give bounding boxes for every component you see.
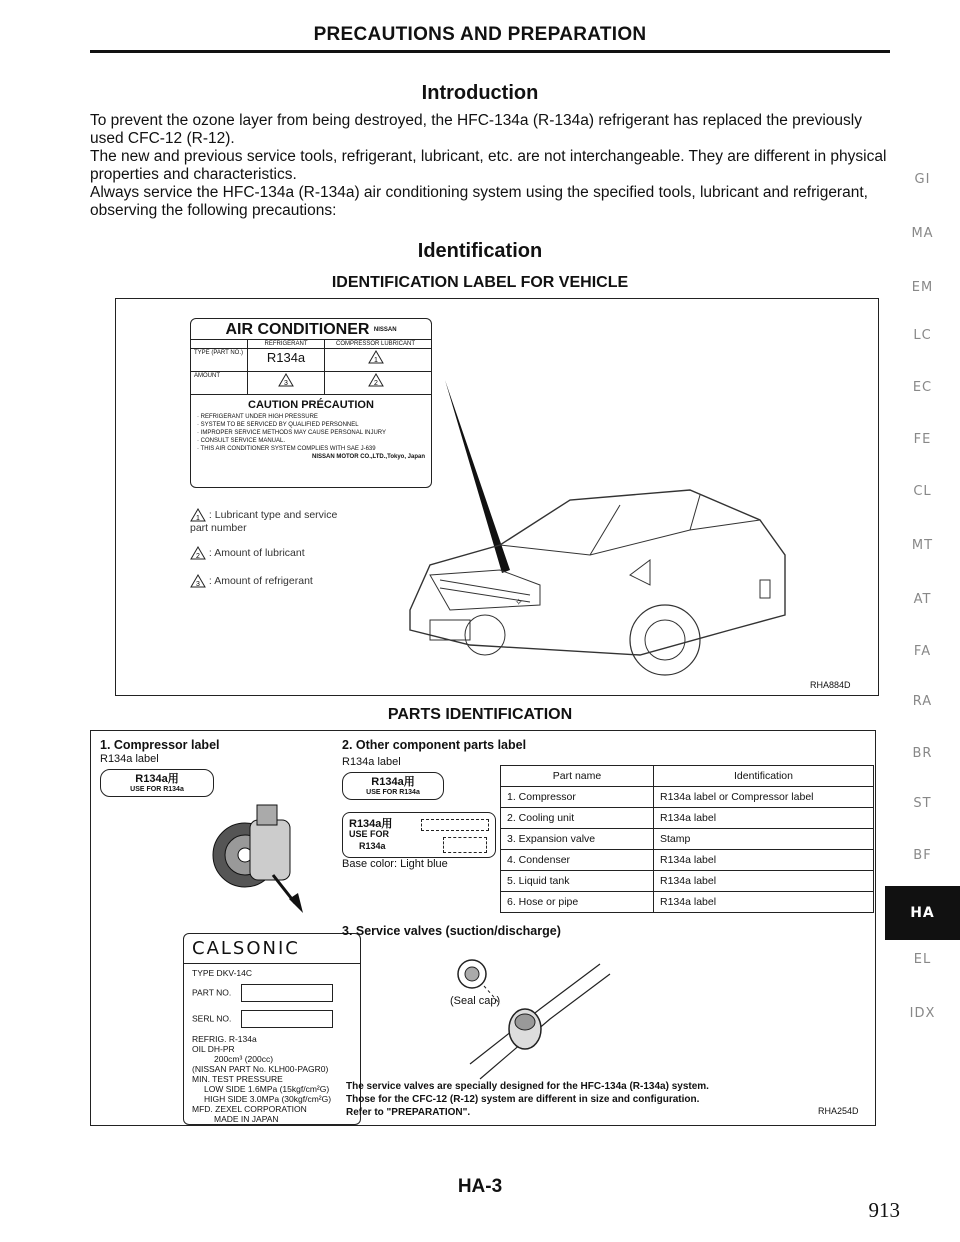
- calsonic-made: MADE IN JAPAN: [214, 1114, 279, 1124]
- service-valve-illustration: [430, 944, 650, 1089]
- base-color: Base color: Light blue: [342, 858, 448, 870]
- service-valves-title: 3. Service valves (suction/discharge): [342, 924, 561, 938]
- calsonic-brand: CALSONIC: [184, 934, 360, 964]
- ac-line: · THIS AIR CONDITIONER SYSTEM COMPLIES WITH SAE J-639: [197, 446, 376, 452]
- ac-line: · REFRIGERANT UNDER HIGH PRESSURE: [197, 414, 318, 420]
- calsonic-test: MIN. TEST PRESSURE: [192, 1074, 283, 1084]
- col-lubricant: COMPRESSOR LUBRICANT: [335, 341, 415, 347]
- intro-paragraph-2: The new and previous service tools, refrigerant, lubricant, etc. are not interchangeable. They are different in physical properties and characteristics.: [90, 148, 887, 183]
- table-row: 3. Expansion valve Stamp: [501, 829, 874, 850]
- figure-code: RHA884D: [810, 680, 851, 690]
- warning-triangle-1-icon: [325, 349, 426, 371]
- calsonic-nissan-part: (NISSAN PART No. KLH00-PAGR0): [192, 1064, 329, 1074]
- tab-cl[interactable]: CL: [913, 484, 932, 499]
- nissan-brand: NISSAN: [373, 326, 397, 333]
- ac-line: NISSAN MOTOR CO.,LTD.,Tokyo, Japan: [311, 454, 425, 460]
- warning-triangle-3-icon: [248, 372, 325, 394]
- calsonic-refrig: REFRIG. R-134a: [192, 1034, 257, 1044]
- intro-paragraph-1: To prevent the ozone layer from being destroyed, the HFC-134a (R-134a) refrigerant has replaced the previously used CFC-12 (R-12).: [90, 112, 862, 147]
- svg-text:2: 2: [196, 553, 200, 560]
- vehicle-illustration: [390, 380, 810, 680]
- tab-ec[interactable]: EC: [912, 380, 933, 395]
- other-r134a-sub: R134a label: [342, 756, 401, 768]
- compressor-r134a-sub: R134a label: [100, 753, 159, 765]
- figure-code-2: RHA254D: [818, 1106, 859, 1116]
- calsonic-part-no: PART NO.: [192, 987, 232, 998]
- table-header-row: [501, 766, 874, 787]
- table-row: 2. Cooling unit R134a label: [501, 808, 874, 829]
- calsonic-low: LOW SIDE 1.6MPa (15kgf/cm²G): [204, 1084, 330, 1094]
- introduction-heading: Introduction: [421, 82, 539, 104]
- tab-em[interactable]: EM: [911, 280, 934, 295]
- svg-text:1: 1: [373, 357, 378, 364]
- calsonic-serial: SERL NO.: [192, 1013, 232, 1024]
- svg-text:✧: ✧: [515, 597, 523, 607]
- tab-ra[interactable]: RA: [912, 694, 933, 709]
- table-row: 5. Liquid tank R134a label: [501, 871, 874, 892]
- tab-st[interactable]: ST: [913, 796, 932, 811]
- svg-text:1: 1: [196, 515, 200, 522]
- tab-idx[interactable]: IDX: [909, 1006, 936, 1021]
- tab-el[interactable]: EL: [913, 952, 932, 967]
- other-r134a-tag: R134a用 USE FOR R134a: [342, 772, 444, 800]
- parts-table: [500, 765, 874, 913]
- legend-item-1: 1 : Lubricant type and service part number: [190, 508, 338, 534]
- svg-text:3: 3: [196, 581, 200, 588]
- parts-identification-caption: PARTS IDENTIFICATION: [387, 706, 573, 723]
- tab-ma[interactable]: MA: [911, 226, 934, 241]
- calsonic-oil: OIL DH-PR: [192, 1044, 235, 1054]
- identification-heading: Identification: [417, 240, 543, 262]
- ac-label-title: AIR CONDITIONER NISSAN: [225, 321, 397, 338]
- calsonic-oil-amount: 200cm³ (200cc): [214, 1054, 274, 1064]
- warning-triangle-icon: [190, 546, 206, 560]
- warning-triangle-icon: [190, 508, 206, 522]
- legend-item-2: 2 : Amount of lubricant: [190, 546, 305, 560]
- compressor-r134a-tag: R134a用 USE FOR R134a: [100, 769, 214, 797]
- service-valves-note: The service valves are specially designed for the HFC-134a (R-134a) system. Those for the CFC-12 (R-12) system are different in size and configuration. Refer to "PREPARATION".: [346, 1081, 709, 1118]
- warning-triangle-icon: [190, 574, 206, 588]
- tab-bf[interactable]: BF: [913, 848, 932, 863]
- svg-text:3: 3: [284, 380, 288, 387]
- calsonic-high: HIGH SIDE 3.0MPa (30kgf/cm²G): [204, 1094, 332, 1104]
- other-parts-title: 2. Other component parts label: [342, 738, 527, 752]
- tab-gi[interactable]: GI: [914, 172, 931, 187]
- ac-line: · IMPROPER SERVICE METHODS MAY CAUSE PERSONAL INJURY: [197, 430, 387, 436]
- table-row: 1. Compressor R134a label or Compressor label: [501, 787, 874, 808]
- table-row: 6. Hose or pipe R134a label: [501, 892, 874, 913]
- compressor-label-title: 1. Compressor label: [100, 738, 220, 752]
- page-number: 913: [868, 1198, 900, 1222]
- intro-paragraph-3: Always service the HFC-134a (R-134a) air conditioning system using the specified tools, lubricant and refrigerant, observing the following precautions:: [90, 184, 868, 219]
- table-row: 4. Condenser R134a label: [501, 850, 874, 871]
- row-type: TYPE (PART NO.): [191, 349, 248, 371]
- page-code: HA-3: [457, 1176, 503, 1197]
- header-rule: [90, 50, 890, 53]
- svg-text:2: 2: [373, 380, 378, 387]
- tab-at[interactable]: AT: [913, 592, 932, 607]
- legend-item-3: 3 : Amount of refrigerant: [190, 574, 313, 588]
- tab-fe[interactable]: FE: [913, 432, 932, 447]
- calsonic-label: [183, 933, 361, 1125]
- ac-caution: CAUTION PRÉCAUTION: [248, 399, 374, 411]
- calsonic-type: TYPE DKV-14C: [192, 968, 252, 978]
- introduction-text: [90, 112, 890, 220]
- type-value: R134a: [248, 349, 325, 371]
- compressor-illustration: [195, 795, 315, 920]
- calsonic-mfd: MFD. ZEXEL CORPORATION: [192, 1104, 307, 1114]
- ac-line: · SYSTEM TO BE SERVICED BY QUALIFIED PERSONNEL: [197, 422, 359, 428]
- tab-ha-active[interactable]: HA: [885, 886, 960, 940]
- tab-fa[interactable]: FA: [913, 644, 932, 659]
- table-header: Part name: [501, 766, 654, 787]
- row-amount: AMOUNT: [191, 372, 248, 394]
- tab-br[interactable]: BR: [912, 746, 933, 761]
- tab-mt[interactable]: MT: [911, 538, 934, 553]
- table-header: Identification: [654, 766, 874, 787]
- ac-line: · CONSULT SERVICE MANUAL.: [197, 438, 286, 444]
- identification-subheading: IDENTIFICATION LABEL FOR VEHICLE: [331, 274, 629, 291]
- page-header: PRECAUTIONS AND PREPARATION: [313, 24, 647, 45]
- other-r134a-tag-2: R134a用 USE FOR R134a: [342, 812, 496, 858]
- tab-lc[interactable]: LC: [913, 328, 932, 343]
- seal-cap-label: (Seal cap): [450, 995, 501, 1007]
- col-refrigerant: REFRIGERANT: [248, 340, 325, 348]
